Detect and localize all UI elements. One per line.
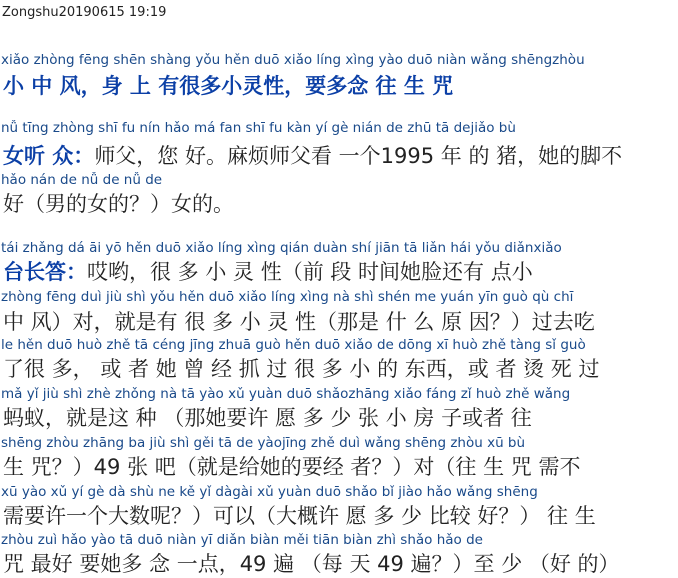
answer-line-3: 了很 多， 或 者 她 曾 经 抓 过 很 多 小 的 东西，或 者 烫 死 过 [3,357,600,381]
answer-pinyin-7: zhòu zuì hǎo yào tā duō niàn yī diǎn biàn měi tiān biàn zhì shǎo hǎo de [1,532,483,548]
title-pinyin: xiǎo zhòng fēng shēn shàng yǒu hěn duō xiǎo líng xìng yào duō niàn wǎng shēngzhòu [1,52,585,68]
question-line-2: 好（男的女的？）女的。 [3,192,234,216]
title-hanzi: 小 中 风，身 上 有很多小灵性，要多念 往 生 咒 [3,74,454,98]
answer-pinyin-2: zhòng fēng duì jiù shì yǒu hěn duō xiǎo líng xìng nà shì shén me yuán yīn guò qù chī [1,289,574,305]
question-text-1: 师父，您 好。麻烦师父看 一个1995 年 的 猪，她的脚不 [94,144,623,168]
answer-line-5: 生 咒？）49 张 吧（就是给她的要经 者？）对（往 生 咒 需不 [3,455,581,479]
answer-line-6: 需要许一个大数呢？）可以（大概许 愿 多 少 比较 好？） 往 生 [3,504,596,528]
speaker-listener: 女听 众： [3,144,95,168]
question-line-1 [3,140,678,170]
answer-pinyin-3: le hěn duō huò zhě tā céng jīng zhuā guò hěn duō xiǎo de dōng xī huò zhě tàng sǐ guò [1,337,586,353]
author-date-line: Zongshu20190615 19:19 [2,5,167,20]
answer-pinyin-1: tái zhǎng dá āi yō hěn duō xiǎo líng xìng qián duàn shí jiān tā liǎn hái yǒu diǎnxiǎo [1,240,562,256]
answer-line-2: 中 风）对，就是有 很 多 小 灵 性（那是 什 么 原 因？）过去吃 [3,310,595,334]
answer-text-1: 哎哟，很 多 小 灵 性（前 段 时间她脸还有 点小 [87,260,533,284]
question-pinyin-1: nǚ tīng zhòng shī fu nín hǎo má fan shī fu kàn yí gè nián de zhū tā dejiǎo bù [1,120,516,136]
answer-pinyin-6: xū yào xǔ yí gè dà shù ne kě yǐ dàgài xǔ yuàn duō shǎo bǐ jiào hǎo wǎng shēng [1,484,538,500]
answer-line-7: 咒 最好 要她多 念 一点，49 遍 （每 天 49 遍？）至 少 （好 的） [3,552,620,576]
answer-pinyin-4: mǎ yǐ jiù shì zhè zhǒng nà tā yào xǔ yuàn duō shǎozhāng xiǎo fáng zǐ huò zhě wǎng [1,386,571,402]
answer-line-4: 蚂蚁，就是这 种 （那她要许 愿 多 少 张 小 房 子或者 往 [3,406,532,430]
speaker-master: 台长答： [3,260,87,284]
answer-pinyin-5: shēng zhòu zhāng ba jiù shì gěi tā de yàojīng zhě duì wǎng shēng zhòu xū bù [1,435,526,451]
question-pinyin-2: hǎo nán de nǚ de nǚ de [1,172,163,188]
answer-line-1 [3,256,678,286]
